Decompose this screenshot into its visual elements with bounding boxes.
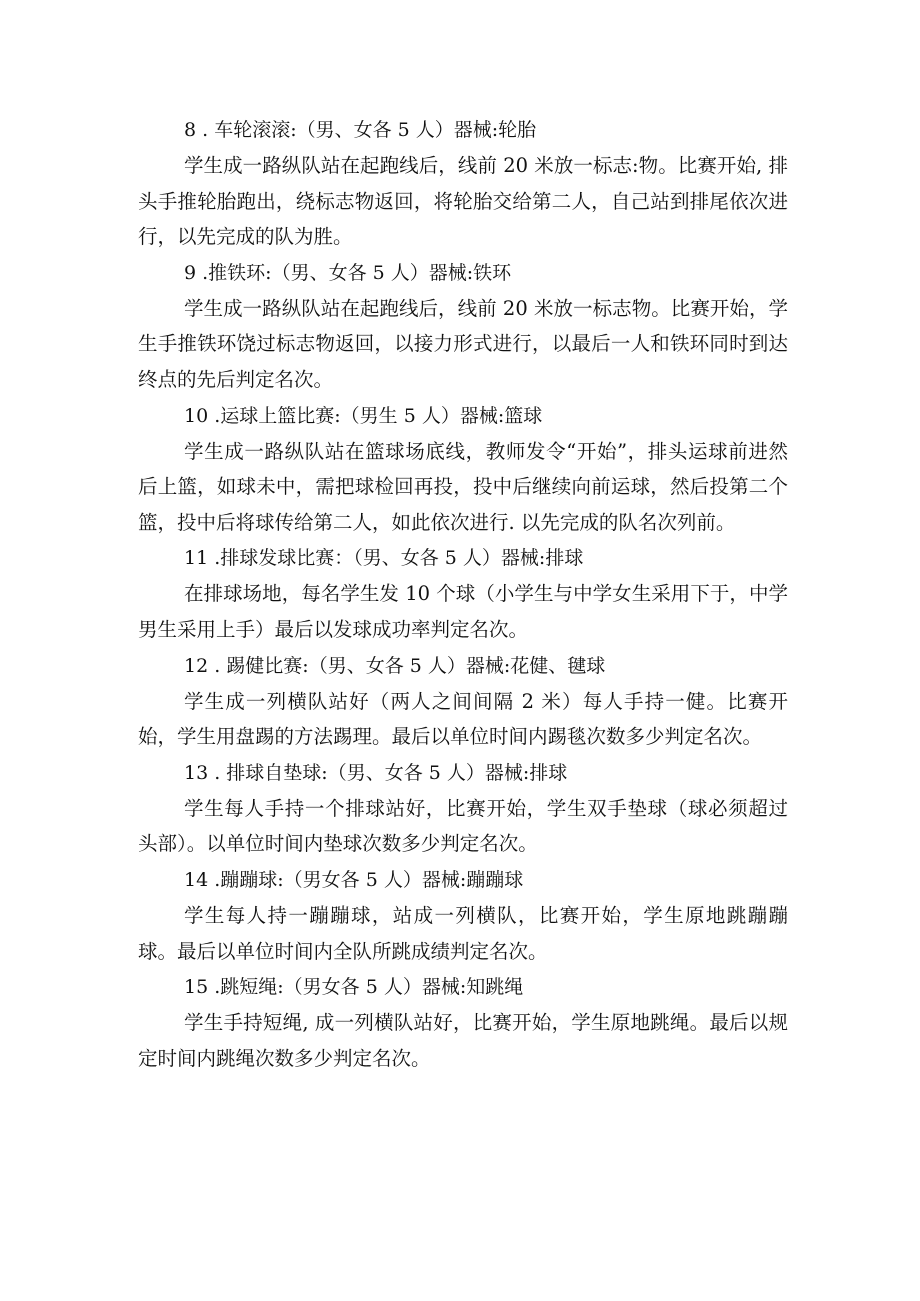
item-heading-15: 15 .跳短绳:（男女各 5 人）器械:知跳绳 <box>184 976 524 999</box>
item-body-13: 学生每人手持一个排球站好，比赛开始，学生双手垫球（球必须超过头部）。以单位时间内垫球次数多少判定名次。 <box>138 796 788 856</box>
document-page <box>138 112 788 1076</box>
item-body-11: 在排球场地，每名学生发 10 个球（小学生与中学女生采用下于，中学男生采用上手）最后以发球成功率判定名次。 <box>138 582 788 641</box>
item-body-14: 学生每人持一蹦蹦球，站成一列横队，比赛开始，学生原地跳蹦蹦球。最后以单位时间内全队所跳成绩判定名次。 <box>138 903 788 963</box>
item-heading-13: 13 . 排球自垫球:（男、女各 5 人）器械:排球 <box>184 761 568 784</box>
item-heading-14: 14 .蹦蹦球:（男女各 5 人）器械:蹦蹦球 <box>184 868 524 891</box>
item-heading-11: 11 .排球发球比赛：（男、女各 5 人）器械:排球 <box>184 547 584 570</box>
item-body-15: 学生手持短绳, 成一列横队站好，比赛开始，学生原地跳绳。最后以规定时间内跳绳次数多少判定名次。 <box>138 1011 788 1070</box>
item-body-8: 学生成一路纵队站在起跑线后，线前 20 米放一标志:物。比赛开始, 排头手推轮胎跑出，绕标志物返回，将轮胎交给第二人，自己站到排尾依次进行，以先完成的队为胜。 <box>138 154 788 249</box>
item-heading-8: 8 . 车轮滚滚:（男、女各 5 人）器械:轮胎 <box>184 119 537 141</box>
item-heading-12: 12 . 踢健比赛:（男、女各 5 人）器械:花健、毽球 <box>184 654 606 677</box>
item-heading-10: 10 .运球上篮比赛:（男生 5 人）器械:篮球 <box>184 404 543 427</box>
item-body-12: 学生成一列横队站好（两人之间间隔 2 米）每人手持一健。比赛开始，学生用盘踢的方法踢理。最后以单位时间内踢毯次数多少判定名次。 <box>138 689 788 749</box>
item-heading-9: 9 .推铁环:（男、女各 5 人）器械:铁环 <box>184 261 512 284</box>
item-body-10: 学生成一路纵队站在篮球场底线，教师发令“开始”，排头运球前进然后上篮，如球未中，需把球检回再投，投中后继续向前运球，然后投第二个篮，投中后将球传给第二人，如此依次进行. 以先完成的队名次列前。 <box>138 439 788 534</box>
item-body-9: 学生成一路纵队站在起跑线后，线前 20 米放一标志物。比赛开始，学生手推铁环饶过标志物返回，以接力形式进行，以最后一人和铁环同时到达终点的先后判定名次。 <box>138 296 788 391</box>
